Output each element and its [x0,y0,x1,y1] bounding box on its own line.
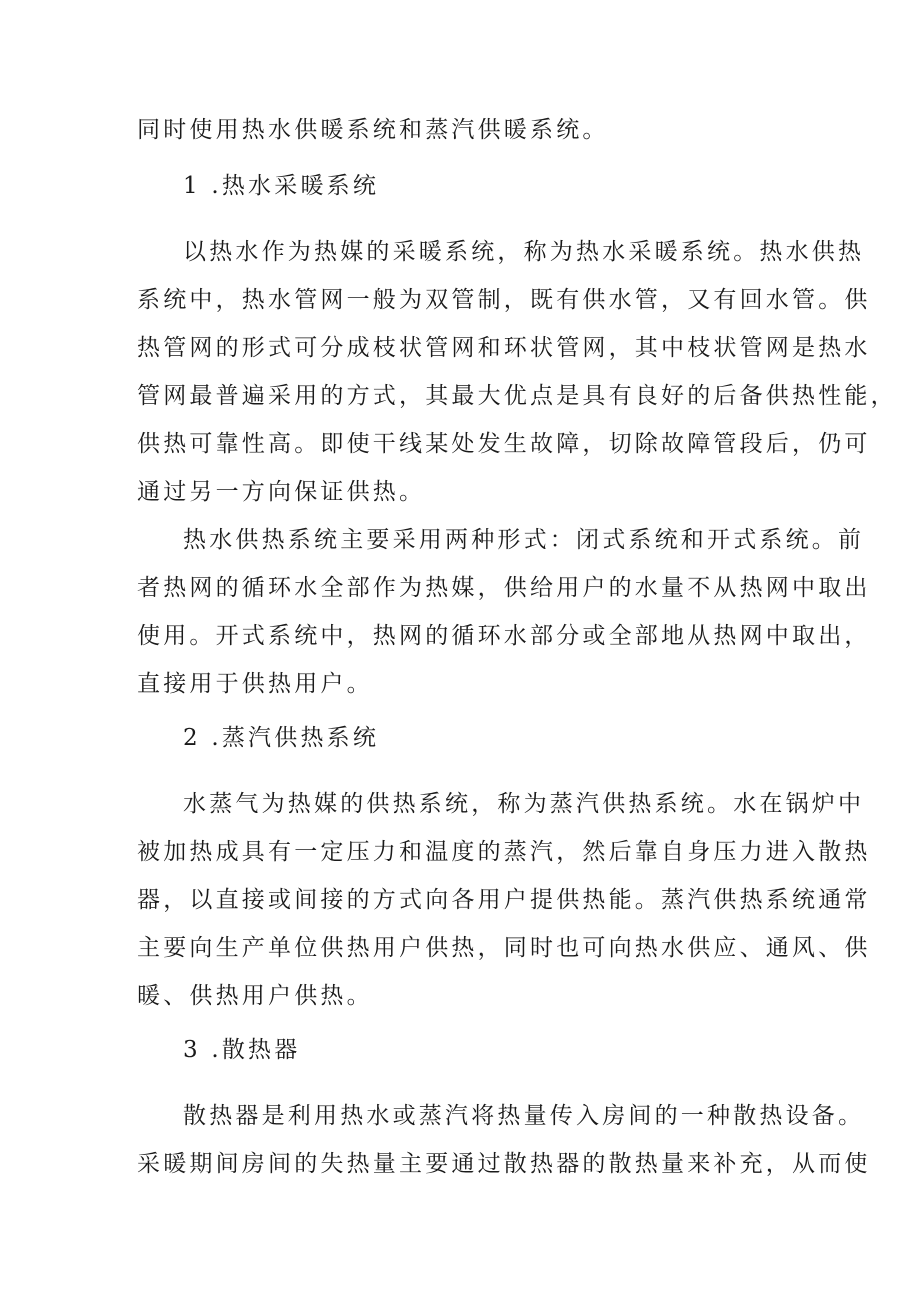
paragraph-line: 器，以直接或间接的方式向各用户提供热能。蒸汽供热系统通常 [137,887,871,913]
paragraph-line: 供热可靠性高。即使干线某处发生故障，切除故障管段后，仍可 [137,431,871,457]
paragraph-line: 系统中，热水管网一般为双管制，既有供水管，又有回水管。供 [137,287,871,313]
paragraph-line: 使用。开式系统中，热网的循环水部分或全部地从热网中取出， [137,623,871,649]
paragraph-line: 采暖期间房间的失热量主要通过散热器的散热量来补充，从而使 [137,1151,871,1177]
paragraph-line: 通过另一方向保证供热。 [137,479,426,505]
paragraph-line: 散热器是利用热水或蒸汽将热量传入房间的一种散热设备。 [183,1103,865,1129]
paragraph-line: 水蒸气为热媒的供热系统，称为蒸汽供热系统。水在锅炉中 [183,791,865,817]
paragraph-line: 管网最普遍采用的方式，其最大优点是具有良好的后备供热性能， [137,383,897,409]
paragraph-line: 以热水作为热媒的采暖系统，称为热水采暖系统。热水供热 [183,239,865,265]
section-heading-radiator: 3 .散热器 [183,1037,301,1063]
paragraph-continuation: 同时使用热水供暖系统和蒸汽供暖系统。 [137,117,609,143]
paragraph-line: 被加热成具有一定压力和温度的蒸汽，然后靠自身压力进入散热 [137,839,871,865]
paragraph-line: 者热网的循环水全部作为热媒，供给用户的水量不从热网中取出 [137,575,871,601]
paragraph-line: 暖、供热用户供热。 [137,983,373,1009]
paragraph-line: 热管网的形式可分成枝状管网和环状管网，其中枝状管网是热水 [137,335,871,361]
section-heading-steam-heating: 2 .蒸汽供热系统 [183,725,380,751]
paragraph-line: 主要向生产单位供热用户供热，同时也可向热水供应、通风、供 [137,935,871,961]
section-heading-hot-water-heating: 1 .热水采暖系统 [183,173,380,199]
paragraph-line: 热水供热系统主要采用两种形式：闭式系统和开式系统。前 [183,527,865,553]
paragraph-line: 直接用于供热用户。 [137,671,373,697]
